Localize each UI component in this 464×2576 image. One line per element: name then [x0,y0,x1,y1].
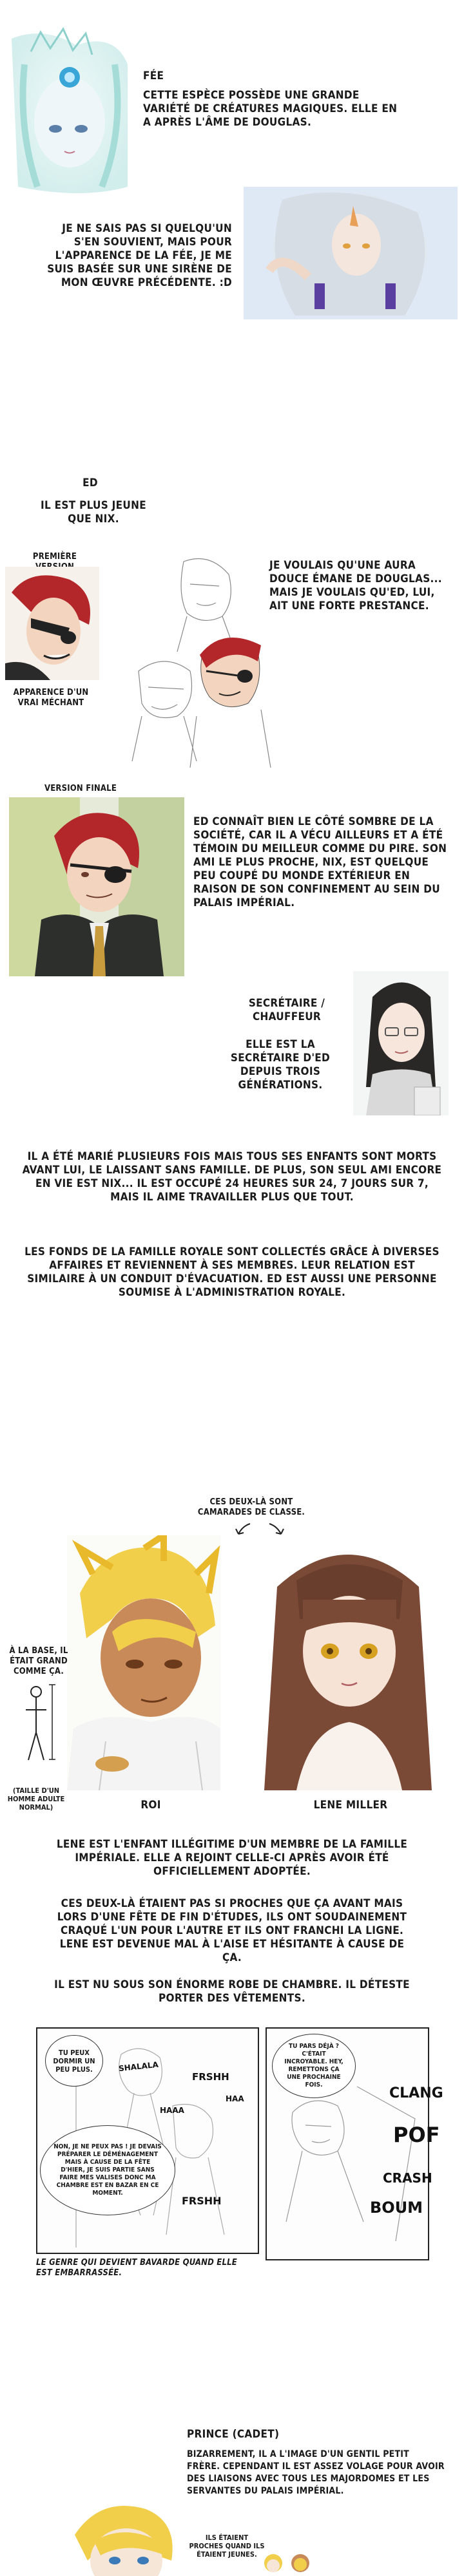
ed-description: ED CONNAÎT BIEN LE CÔTÉ SOMBRE DE LA SOCIÉTÉ, CAR IL A VÉCU AILLEURS ET A ÉTÉ TÉMOIN DU MEILLEUR COMME DU PIRE. SON AMI LE PLUS PROCHE, NIX, EST QUELQUE PEU COUPÉ DU MONDE EXTÉRIEUR EN RAISON DE SON CONFINEMENT AU SEIN DU PALAIS IMPÉRIAL. [193,815,447,909]
lene-label: LENE MILLER [313,1799,388,1812]
lene-portrait [258,1535,441,1790]
fairy-description: CETTE ESPÈCE POSSÈDE UNE GRANDE VARIÉTÉ DE CRÉATURES MAGIQUES. ELLE EN A APRÈS L'ÂME DE DOUGLAS. [143,89,398,129]
robe-paragraph: IL EST NU SOUS SON ÉNORME ROBE DE CHAMBRE. IL DÉTESTE PORTER DES VÊTEMENTS. [54,1978,410,2005]
prince-child-sketch [255,2548,333,2576]
secretary-title: SECRÉTAIRE / CHAUFFEUR [248,997,325,1023]
roi-label: ROI [140,1799,161,1812]
sfx-haa: HAA [226,2094,244,2103]
comic-bubble-leaving: TU PARS DÉJÀ ? C'ÉTAIT INCROYABLE. HEY, REMETTONS ÇA UNE PROCHAINE FOIS. [272,2034,356,2098]
comic-caption: LE GENRE QUI DEVIENT BAVARDE QUAND ELLE EST EMBARRASSÉE. [36,2258,237,2278]
comic-bubble-moving: NON, JE NE PEUX PAS ! JE DEVAIS PRÉPARER LE DÉMÉNAGEMENT MAIS À CAUSE DE LA FÊTE D'HIER, JE SUIS PARTIE SANS FAIRE MES VALISES DONC MA CHAMBRE EST EN BAZAR EN CE MOMENT. [40,2125,175,2215]
villain-appearance-label: APPARENCE D'UN VRAI MÉCHANT [13,688,89,708]
graduation-party-paragraph: CES DEUX-LÀ ÉTAIENT PAS SI PROCHES QUE ÇA AVANT MAIS LORS D'UNE FÊTE DE FIN D'ÉTUDES, ILS ONT SOUDAINEMENT CRAQUÉ L'UN POUR L'AUTRE ET ILS ONT FRANCHI LA LIGNE. LENE EST DEVENUE MAL À L'AISE ET HÉSITANTE À CAUSE DE ÇA. [57,1897,407,1964]
prince-close-note: ILS ÉTAIENT PROCHES QUAND ILS ÉTAIENT JEUNES. [189,2533,265,2559]
base-height-note: À LA BASE, IL ÉTAIT GRAND COMME ÇA. [9,1646,68,1676]
final-version-label: VERSION FINALE [44,784,117,793]
ed-sketch-versions [126,555,274,800]
fairy-portrait [5,26,131,200]
sfx-clang: CLANG [389,2085,443,2101]
sfx-frshh-2: FRSHH [182,2195,222,2207]
comic-bubble-sleep: TU PEUX DORMIR UN PEU PLUS. [45,2035,103,2087]
sfx-haaa: HAAA [160,2106,184,2115]
fairy-mermaid-illustration [244,187,458,319]
secretary-description: ELLE EST LA SECRÉTAIRE D'ED DEPUIS TROIS GÉNÉRATIONS. [230,1038,331,1092]
sfx-shalala: SHALALA [118,2060,159,2074]
lene-background-paragraph: LENE EST L'ENFANT ILLÉGITIME D'UN MEMBRE DE LA FAMILLE IMPÉRIALE. ELLE A REJOINT CELLE-CI APRÈS AVOIR ÉTÉ OFFICIELLEMENT ADOPTÉE. [56,1838,408,1878]
fairy-appearance-note: JE NE SAIS PAS SI QUELQU'UN S'EN SOUVIENT, MAIS POUR L'APPARENCE DE LA FÉE, JE ME SUIS BASÉE SUR UNE SIRÈNE DE MON ŒUVRE PRÉCÉDENTE. :D [47,222,232,289]
classmates-note: CES DEUX-LÀ SONT CAMARADES DE CLASSE. [197,1497,305,1517]
prince-description: BIZARREMENT, IL A L'IMAGE D'UN GENTIL PETIT FRÈRE. CEPENDANT IL EST ASSEZ VOLAGE POUR AVOIR DES LIAISONS AVEC TOUS LES MAJORDOMES ET LES SERVANTES DU PALAIS IMPÉRIAL. [187,2449,445,2496]
prince-title: PRINCE (CADET) [187,2428,280,2441]
sfx-pof: POF [393,2123,440,2147]
height-ruler-icon [48,1683,57,1761]
sfx-crash: CRASH [383,2170,432,2186]
comic-panel-right [266,2027,443,2260]
secretary-portrait [353,971,449,1115]
ed-name: ED [82,477,98,489]
prince-portrait [62,2496,180,2576]
ed-first-version-portrait [5,567,99,680]
sfx-boum: BOUM [370,2199,423,2217]
sfx-frshh-1: FRSHH [192,2071,229,2083]
fairy-title: FÉE [143,70,164,82]
ed-marriage-paragraph: IL A ÉTÉ MARIÉ PLUSIEURS FOIS MAIS TOUS SES ENFANTS SONT MORTS AVANT LUI, LE LAISSANT SANS FAMILLE. DE PLUS, SON SEUL AMI ENCORE EN VIE EST NIX... IL EST OCCUPÉ 24 HEURES SUR 24, 7 JOURS SUR 7, MAIS IL AIME TRAVAILLER PLUS QUE TOUT. [22,1150,442,1204]
normal-size-note: (TAILLE D'UN HOMME ADULTE NORMAL) [7,1786,65,1812]
stick-figure-icon [24,1684,48,1768]
roi-portrait [67,1535,220,1790]
royal-funds-paragraph: LES FONDS DE LA FAMILLE ROYALE SONT COLLECTÉS GRÂCE À DIVERSES AFFAIRES ET REVIENNENT À SES MEMBRES. LEUR RELATION EST SIMILAIRE À UN CONDUIT D'ÉVACUATION. ED EST AUSSI UNE PERSONNE SOUMISE À L'ADMINISTRATION ROYALE. [24,1245,440,1299]
ed-aura-note: JE VOULAIS QU'UNE AURA DOUCE ÉMANE DE DOUGLAS... MAIS JE VOULAIS QU'ED, LUI, AIT UNE FORTE PRESTANCE. [269,559,442,612]
comic-panel-left [36,2027,259,2254]
arrow-left-icon [233,1521,253,1538]
first-version-label: PREMIÈRE [32,552,77,562]
ed-final-version-portrait [9,797,184,976]
ed-age-note: IL EST PLUS JEUNE QUE NIX. [41,499,146,526]
